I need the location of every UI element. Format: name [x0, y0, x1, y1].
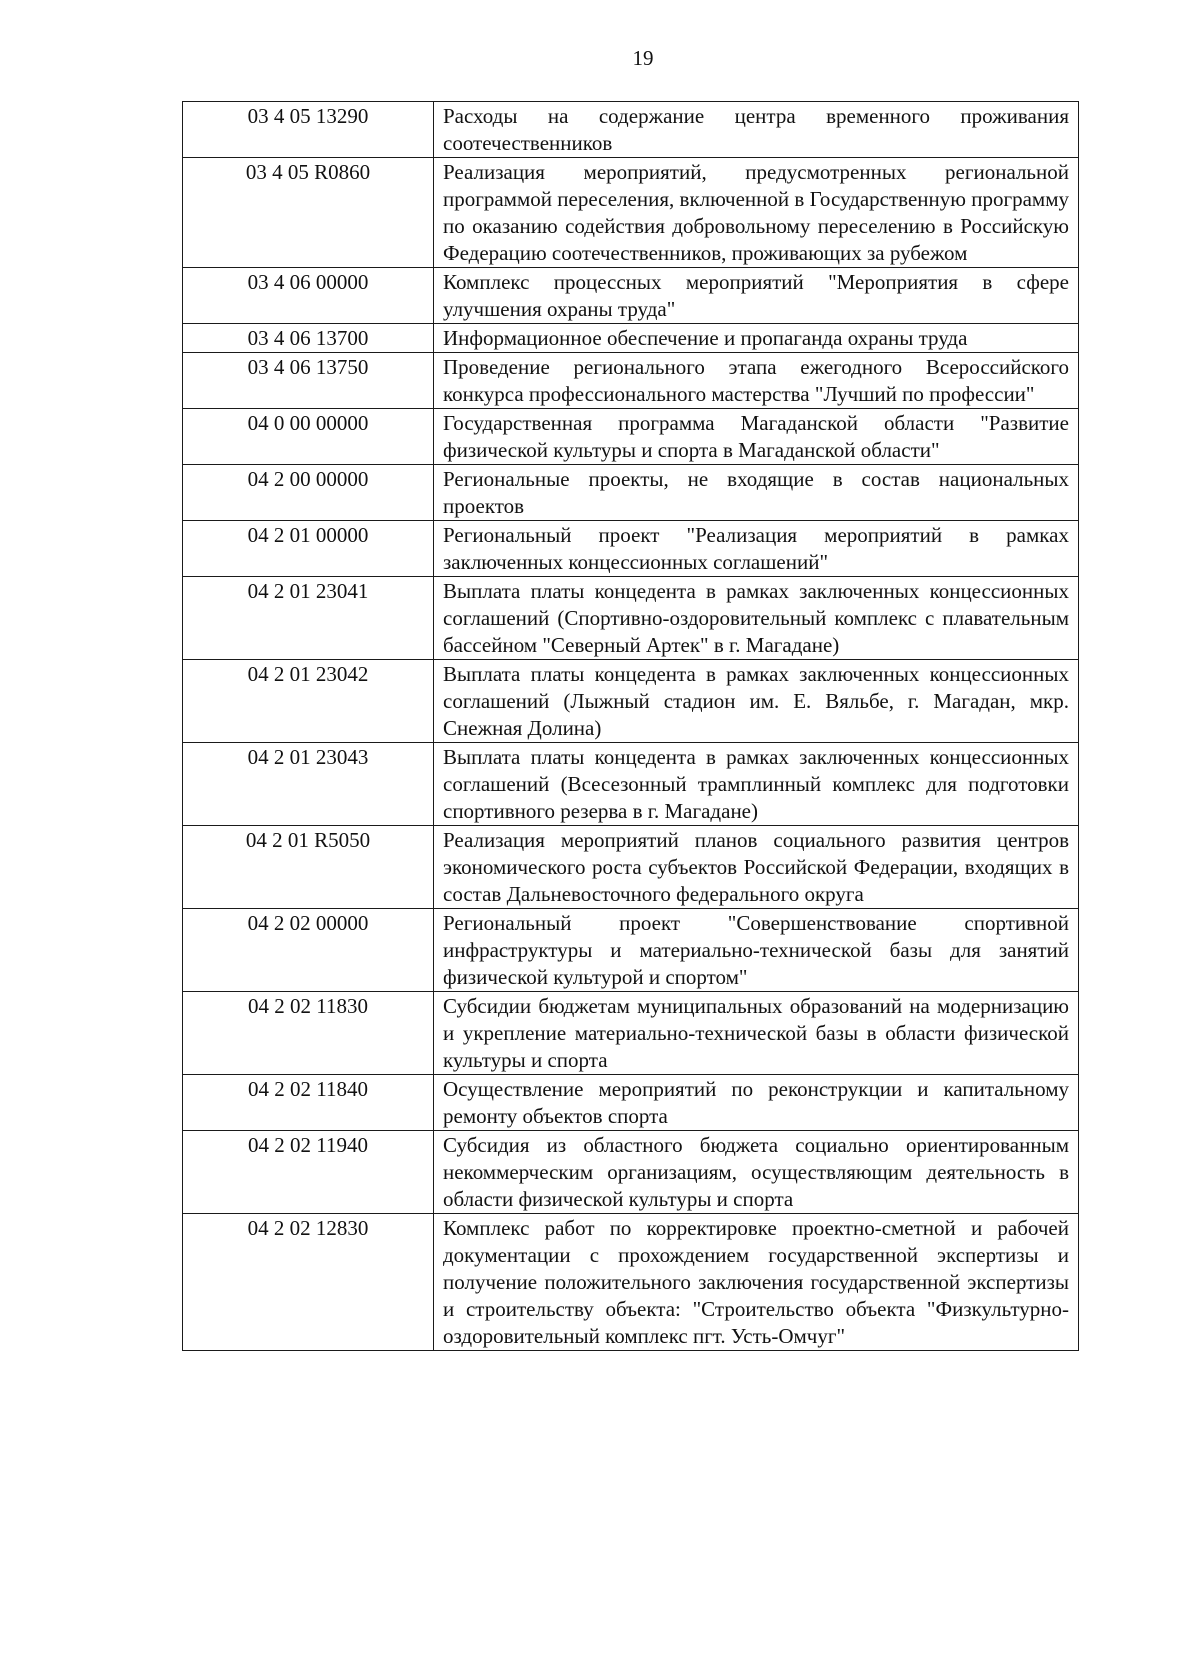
description-cell: Выплата платы концедента в рамках заключенных концессионных соглашений (Спортивно-оздоровительный комплекс с плавательным бассейном "Северный Артек" в г. Магадане)	[434, 577, 1079, 660]
description-cell: Субсидии бюджетам муниципальных образований на модернизацию и укрепление материально-технической базы в области физической культуры и спорта	[434, 992, 1079, 1075]
budget-code-cell: 03 4 05 R0860	[183, 158, 434, 268]
table-row	[183, 1075, 1079, 1131]
budget-code-cell: 04 2 02 12830	[183, 1214, 434, 1351]
table-row	[183, 1131, 1079, 1214]
budget-code-cell: 04 2 01 23043	[183, 743, 434, 826]
budget-code-cell: 04 2 02 00000	[183, 909, 434, 992]
table-row	[183, 465, 1079, 521]
description-cell: Субсидия из областного бюджета социально ориентированным некоммерческим организациям, осуществляющим деятельность в области физической культуры и спорта	[434, 1131, 1079, 1214]
budget-code-cell: 04 2 01 00000	[183, 521, 434, 577]
budget-code-cell: 04 2 00 00000	[183, 465, 434, 521]
description-cell: Комплекс процессных мероприятий "Мероприятия в сфере улучшения охраны труда"	[434, 268, 1079, 324]
description-cell: Реализация мероприятий, предусмотренных региональной программой переселения, включенной в Государственную программу по оказанию содействия добровольному переселению в Российскую Федерацию соотечественников, проживающих за рубежом	[434, 158, 1079, 268]
table-row	[183, 268, 1079, 324]
table-row	[183, 909, 1079, 992]
table-row	[183, 660, 1079, 743]
description-cell: Расходы на содержание центра временного проживания соотечественников	[434, 102, 1079, 158]
table-row	[183, 102, 1079, 158]
budget-code-cell: 04 2 02 11830	[183, 992, 434, 1075]
description-cell: Реализация мероприятий планов социального развития центров экономического роста субъектов Российской Федерации, входящих в состав Дальневосточного федерального округа	[434, 826, 1079, 909]
description-cell: Проведение регионального этапа ежегодного Всероссийского конкурса профессионального мастерства "Лучший по профессии"	[434, 353, 1079, 409]
table-row	[183, 1214, 1079, 1351]
budget-code-cell: 04 0 00 00000	[183, 409, 434, 465]
description-cell: Выплата платы концедента в рамках заключенных концессионных соглашений (Всесезонный трамплинный комплекс для подготовки спортивного резерва в г. Магадане)	[434, 743, 1079, 826]
description-cell: Осуществление мероприятий по реконструкции и капитальному ремонту объектов спорта	[434, 1075, 1079, 1131]
budget-code-cell: 04 2 02 11840	[183, 1075, 434, 1131]
description-cell: Региональные проекты, не входящие в состав национальных проектов	[434, 465, 1079, 521]
table-row	[183, 409, 1079, 465]
description-cell: Информационное обеспечение и пропаганда охраны труда	[434, 324, 1079, 353]
budget-classification-table	[182, 101, 1079, 1351]
description-cell: Комплекс работ по корректировке проектно-сметной и рабочей документации с прохождением государственной экспертизы и получение положительного заключения государственной экспертизы и строительству объекта: "Строительство объекта "Физкультурно-оздоровительный комплекс пгт. Усть-Омчуг"	[434, 1214, 1079, 1351]
description-cell: Региональный проект "Совершенствование спортивной инфраструктуры и материально-технической базы для занятий физической культурой и спортом"	[434, 909, 1079, 992]
table-row	[183, 992, 1079, 1075]
table-row	[183, 521, 1079, 577]
table-row	[183, 353, 1079, 409]
budget-code-cell: 03 4 06 00000	[183, 268, 434, 324]
budget-code-cell: 03 4 05 13290	[183, 102, 434, 158]
table-row	[183, 577, 1079, 660]
budget-code-cell: 04 2 02 11940	[183, 1131, 434, 1214]
table-row	[183, 826, 1079, 909]
budget-code-cell: 04 2 01 R5050	[183, 826, 434, 909]
budget-code-cell: 04 2 01 23041	[183, 577, 434, 660]
table-row	[183, 158, 1079, 268]
budget-code-cell: 04 2 01 23042	[183, 660, 434, 743]
page-number: 19	[632, 46, 654, 70]
description-cell: Государственная программа Магаданской области "Развитие физической культуры и спорта в Магаданской области"	[434, 409, 1079, 465]
budget-code-cell: 03 4 06 13700	[183, 324, 434, 353]
description-cell: Выплата платы концедента в рамках заключенных концессионных соглашений (Лыжный стадион им. Е. Вяльбе, г. Магадан, мкр. Снежная Долина)	[434, 660, 1079, 743]
table-body	[183, 102, 1079, 1351]
budget-code-cell: 03 4 06 13750	[183, 353, 434, 409]
description-cell: Региональный проект "Реализация мероприятий в рамках заключенных концессионных соглашений"	[434, 521, 1079, 577]
table-row	[183, 324, 1079, 353]
table-row	[183, 743, 1079, 826]
